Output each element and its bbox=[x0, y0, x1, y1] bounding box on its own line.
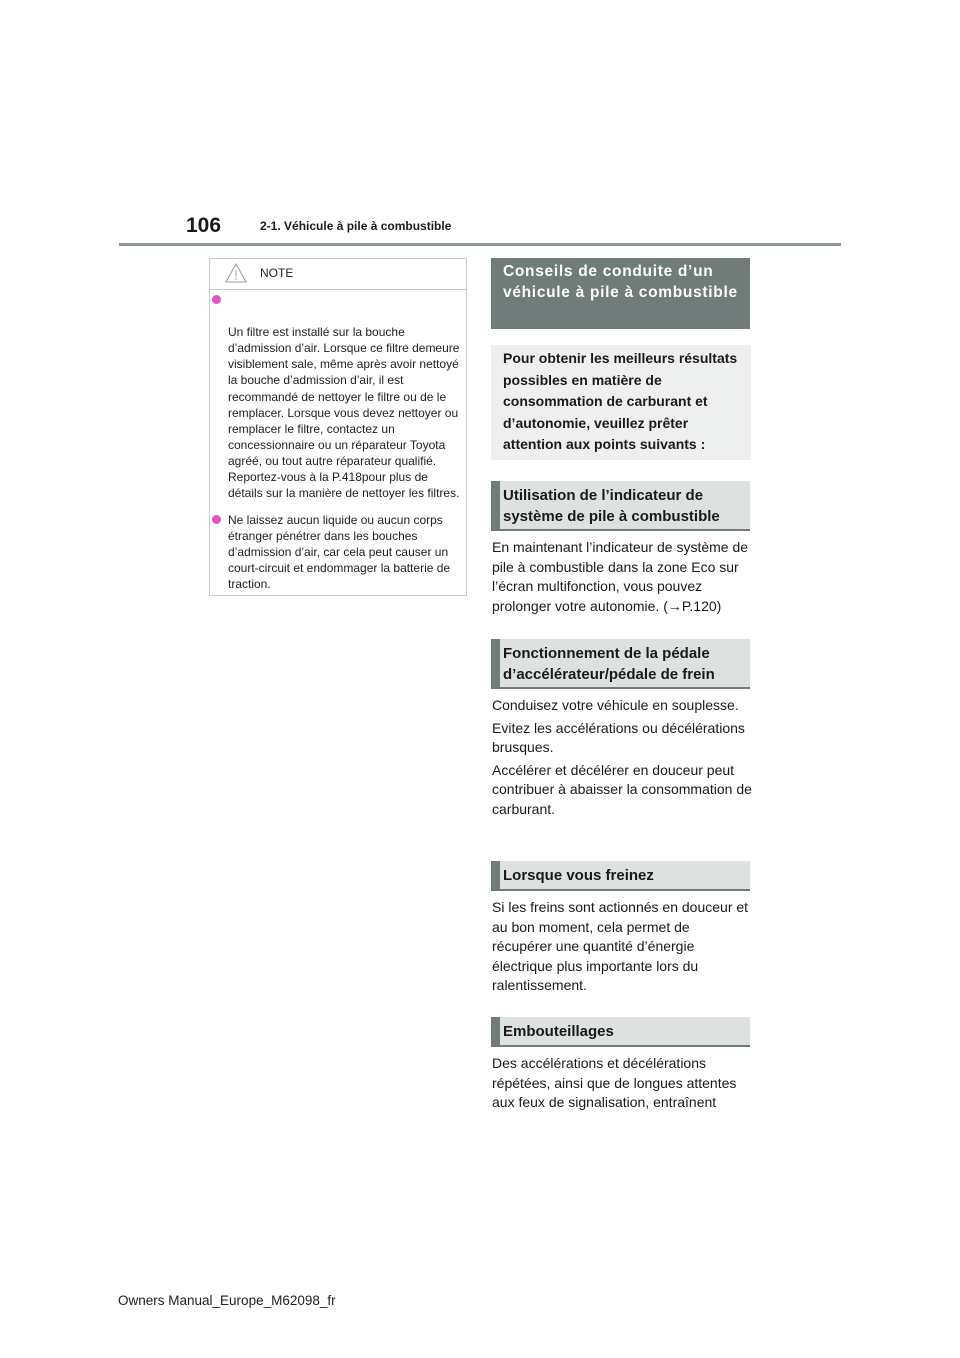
chapter-title: 2-1. Véhicule à pile à combustible bbox=[260, 219, 452, 233]
note-item-text: Un filtre est installé sur la bouche d’admission d’air. Lorsque ce filtre demeure visiblement sale, même après avoir nettoyé la bouche d’admission d’air, il est recommandé de nettoyer le filtre ou de le remplacer. Lorsque vous devez nettoyer ou remplacer le filtre, contactez un concessionnaire ou un réparateur Toyota agréé, ou tout autre réparateur qualifié. Reportez-vous à la P.418pour plus de détails sur la manière de nettoyer les filtres. bbox=[228, 325, 460, 501]
note-box bbox=[209, 258, 467, 596]
paragraph: Des accélérations et décélérations répétées, ainsi que de longues attentes aux feux de signalisation, entraînent bbox=[492, 1055, 737, 1111]
paragraph: Accélérer et décélérer en douceur peut contribuer à abaisser la consommation de carburant. bbox=[492, 761, 752, 817]
note-item bbox=[228, 512, 460, 592]
paragraph: Evitez les accélérations ou décélérations brusques. bbox=[492, 719, 745, 756]
section-heading: Lorsque vous freinez bbox=[491, 861, 750, 891]
bullet-icon bbox=[212, 295, 221, 304]
paragraph: Conduisez votre véhicule en souplesse. bbox=[492, 697, 739, 713]
bullet-icon bbox=[212, 515, 221, 524]
section-heading: Embouteillages bbox=[491, 1017, 750, 1047]
footer-text: Owners Manual_Europe_M62098_fr bbox=[118, 1293, 336, 1308]
intro-box: Pour obtenir les meilleurs résultats possibles en matière de consommation de carburant et d’autonomie, veuillez prêter attention aux points suivants : bbox=[491, 345, 751, 460]
page-number: 106 bbox=[186, 214, 222, 237]
note-item bbox=[228, 292, 460, 501]
main-title: Conseils de conduite d’un véhicule à pile à combustible bbox=[491, 258, 750, 329]
section-body bbox=[492, 696, 752, 823]
section-body bbox=[492, 1054, 752, 1116]
section-body bbox=[492, 898, 752, 999]
section-heading: Utilisation de l’indicateur de système de pile à combustible bbox=[491, 481, 750, 531]
paragraph: Si les freins sont actionnés en douceur et au bon moment, cela permet de récupérer une quantité d’énergie électrique plus importante lors du ralentissement. bbox=[492, 899, 749, 994]
warning-triangle-icon bbox=[225, 263, 247, 283]
paragraph: En maintenant l’indicateur de système de pile à combustible dans la zone Eco sur l’écran multifonction, vous pouvez prolonger votre autonomie. (→P.120) bbox=[492, 539, 749, 614]
section-heading: Fonctionnement de la pédale d’accélérateur/pédale de frein bbox=[491, 639, 750, 689]
note-item-text: Ne laissez aucun liquide ou aucun corps étranger pénétrer dans les bouches d’admission d’air, car cela peut causer un court-circuit et endommager la batterie de traction. bbox=[228, 513, 451, 592]
header-divider bbox=[119, 243, 841, 246]
note-header bbox=[210, 259, 466, 290]
note-label: NOTE bbox=[260, 266, 294, 280]
section-body bbox=[492, 538, 752, 619]
